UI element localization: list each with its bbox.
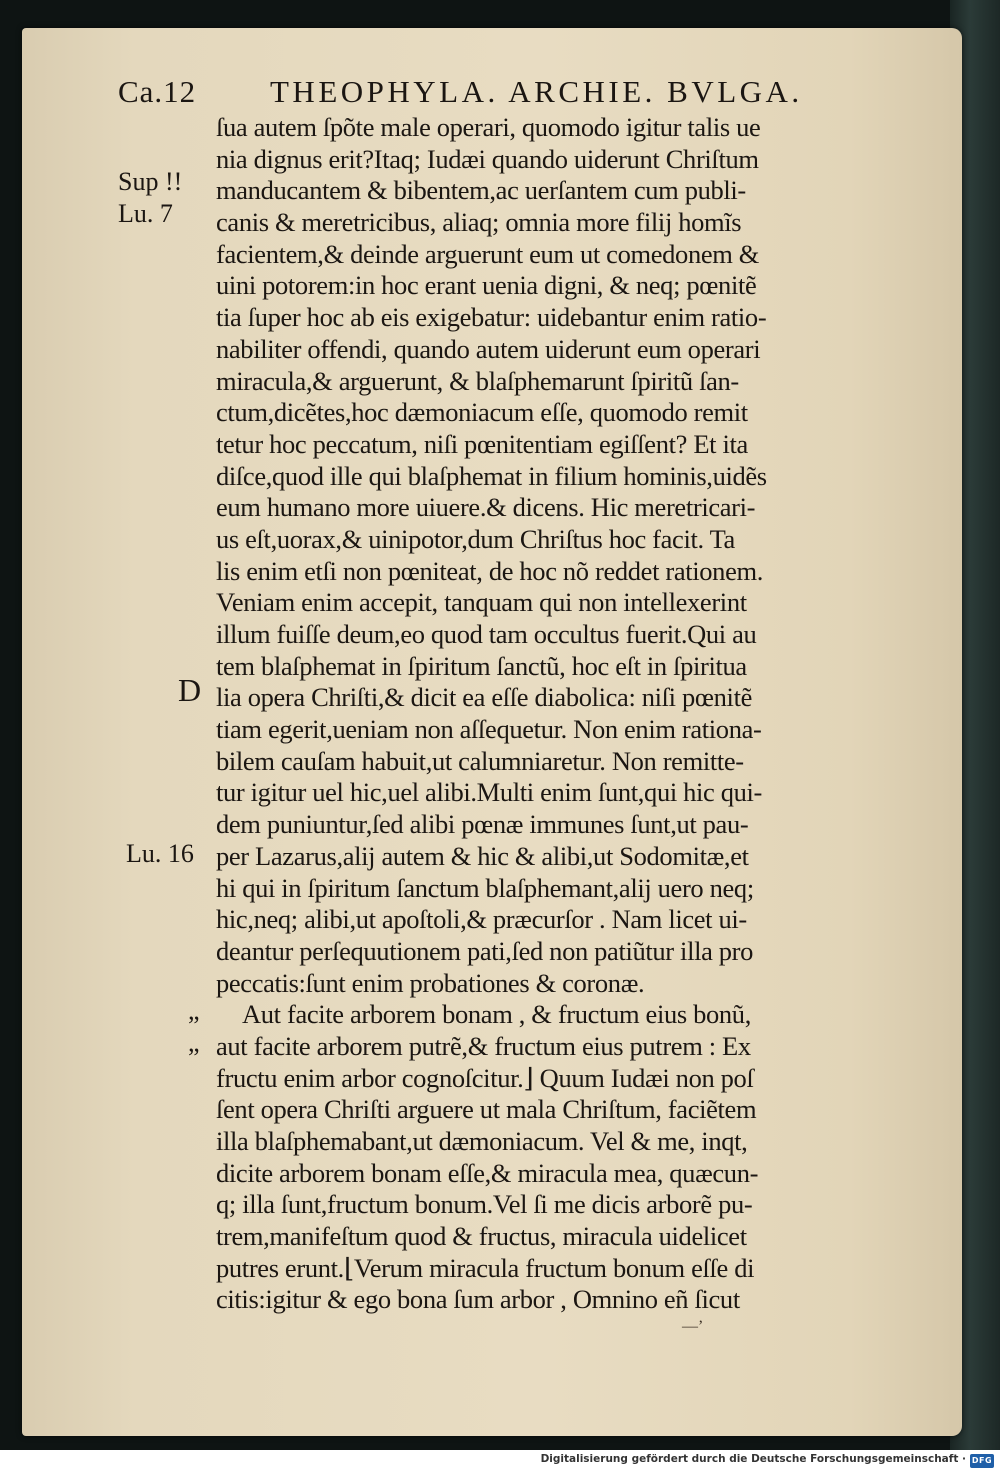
text-line: tem blaſphemat in ſpiritum ſanctũ, hoc eſt in ſpiritua — [216, 650, 747, 681]
margin-note-quote-mark: ” — [188, 1011, 200, 1040]
text-line: q; illa ſunt,fructum bonum.Vel ſi me dicis arborẽ pu- — [216, 1189, 753, 1220]
running-head — [118, 72, 948, 112]
text-line: manducantem & bibentem,ac uerſantem cum publi- — [216, 175, 746, 206]
chapter-mark: Ca.12 — [118, 74, 197, 109]
text-line: fructu enim arbor cognoſcitur.⌋ Quum Iudæi non poſ — [216, 1062, 754, 1093]
catchword: —’ — [682, 1318, 704, 1335]
text-line: tur igitur uel hic,uel alibi.Multi enim ſunt,qui hic qui- — [216, 777, 763, 808]
text-line: bilem cauſam habuit,ut calumniaretur. Non remitte- — [216, 745, 744, 776]
text-line: aut facite arborem putrẽ,& fructum eius putrem : Ex — [216, 1030, 751, 1061]
text-line: us eſt,uorax,& uinipotor,dum Chriſtus hoc facit. Ta — [216, 523, 735, 554]
text-line: diſce,quod ille qui blaſphemat in filium hominis,uidẽs — [216, 460, 767, 491]
text-line: miracula,& arguerunt, & blaſphemarunt ſpiritũ ſan- — [216, 365, 739, 396]
margin-note-lu-7: Lu. 7 — [118, 199, 173, 228]
text-line: per Lazarus,alij autem & hic & alibi,ut Sodomitæ,et — [216, 840, 749, 871]
text-line: Aut facite arborem bonam , & fructum eius bonũ, — [242, 999, 751, 1030]
text-line: illa blaſphemabant,ut dæmoniacum. Vel & me, inqt, — [216, 1126, 748, 1156]
text-line: uini potorem:in hoc erant uenia digni, & neq; pœnitẽ — [216, 270, 757, 301]
margin-note-d: D — [178, 672, 202, 708]
text-line: tiam egerit,ueniam non aſſequetur. Non enim rationa- — [216, 714, 762, 745]
text-line: nabiliter offendi, quando autem uiderunt eum operari — [216, 333, 761, 364]
text-line: dicite arborem bonam eſſe,& miracula mea, quæcun- — [216, 1157, 759, 1188]
text-line: lis enim etſi non pœniteat, de hoc nõ reddet rationem. — [216, 555, 764, 586]
text-line: lia opera Chriſti,& dicit ea eſſe diabolica: niſi pœnitẽ — [216, 682, 752, 713]
body-text — [216, 112, 952, 1316]
text-line: Veniam enim accepit, tanquam qui non intellexerint — [216, 587, 747, 618]
text-line: ſent opera Chriſti arguere ut mala Chriſtum, faciẽtem — [216, 1094, 757, 1125]
text-line: tia ſuper hoc ab eis exigebatur: uidebantur enim ratio- — [216, 302, 767, 333]
funding-note: Digitalisierung gefördert durch die Deutsche Forschungsgemeinschaft · — [540, 1453, 966, 1465]
text-line: putres erunt.⌊Verum miracula fructum bonum eſſe di — [216, 1252, 755, 1283]
text-line: citis:igitur & ego bona ſum arbor , Omnino eñ ſicut — [216, 1284, 740, 1315]
text-line: hic,neq; alibi,ut apoſtoli,& præcurſor . Nam licet ui- — [216, 904, 747, 935]
text-line: canis & meretricibus, aliaq; omnia more filij homĩs — [216, 207, 742, 238]
text-line: ſua autem ſpõte male operari, quomodo igitur talis ue — [216, 112, 761, 142]
text-line: ctum,dicẽtes,hoc dæmoniacum eſſe, quomodo remit — [216, 397, 748, 428]
book-page — [22, 28, 962, 1436]
margin-note-quote-mark: ” — [188, 1043, 200, 1072]
margin-note-sup: Sup !! — [118, 167, 183, 196]
dfg-logo: DFG — [970, 1454, 994, 1468]
text-line: facientem,& deinde arguerunt eum ut comedonem & — [216, 238, 760, 269]
text-line: trem,manifeſtum quod & fructus, miracula uidelicet — [216, 1221, 747, 1252]
footer-bar — [0, 1450, 1000, 1474]
text-line: nia dignus erit?Itaq; Iudæi quando uiderunt Chriſtum — [216, 143, 759, 174]
text-line: tetur hoc peccatum, niſi pœnitentiam egiſſent? Et ita — [216, 428, 748, 459]
margin-note-lu-16: Lu. 16 — [126, 839, 194, 868]
text-line: peccatis:ſunt enim probationes & coronæ. — [216, 967, 645, 998]
text-line: eum humano more uiuere.& dicens. Hic meretricari- — [216, 492, 756, 523]
text-line: dem puniuntur,ſed alibi pœnæ immunes ſunt,ut pau- — [216, 809, 749, 840]
running-title: THEOPHYLA. ARCHIE. BVLGA. — [270, 74, 803, 109]
text-line: illum fuiſſe deum,eo quod tam occultus fuerit.Qui au — [216, 619, 757, 649]
text-line: hi qui in ſpiritum ſanctum blaſphemant,alij uero neq; — [216, 872, 754, 903]
text-line: deantur perſequutionem pati,ſed non patiũtur illa pro — [216, 935, 754, 966]
